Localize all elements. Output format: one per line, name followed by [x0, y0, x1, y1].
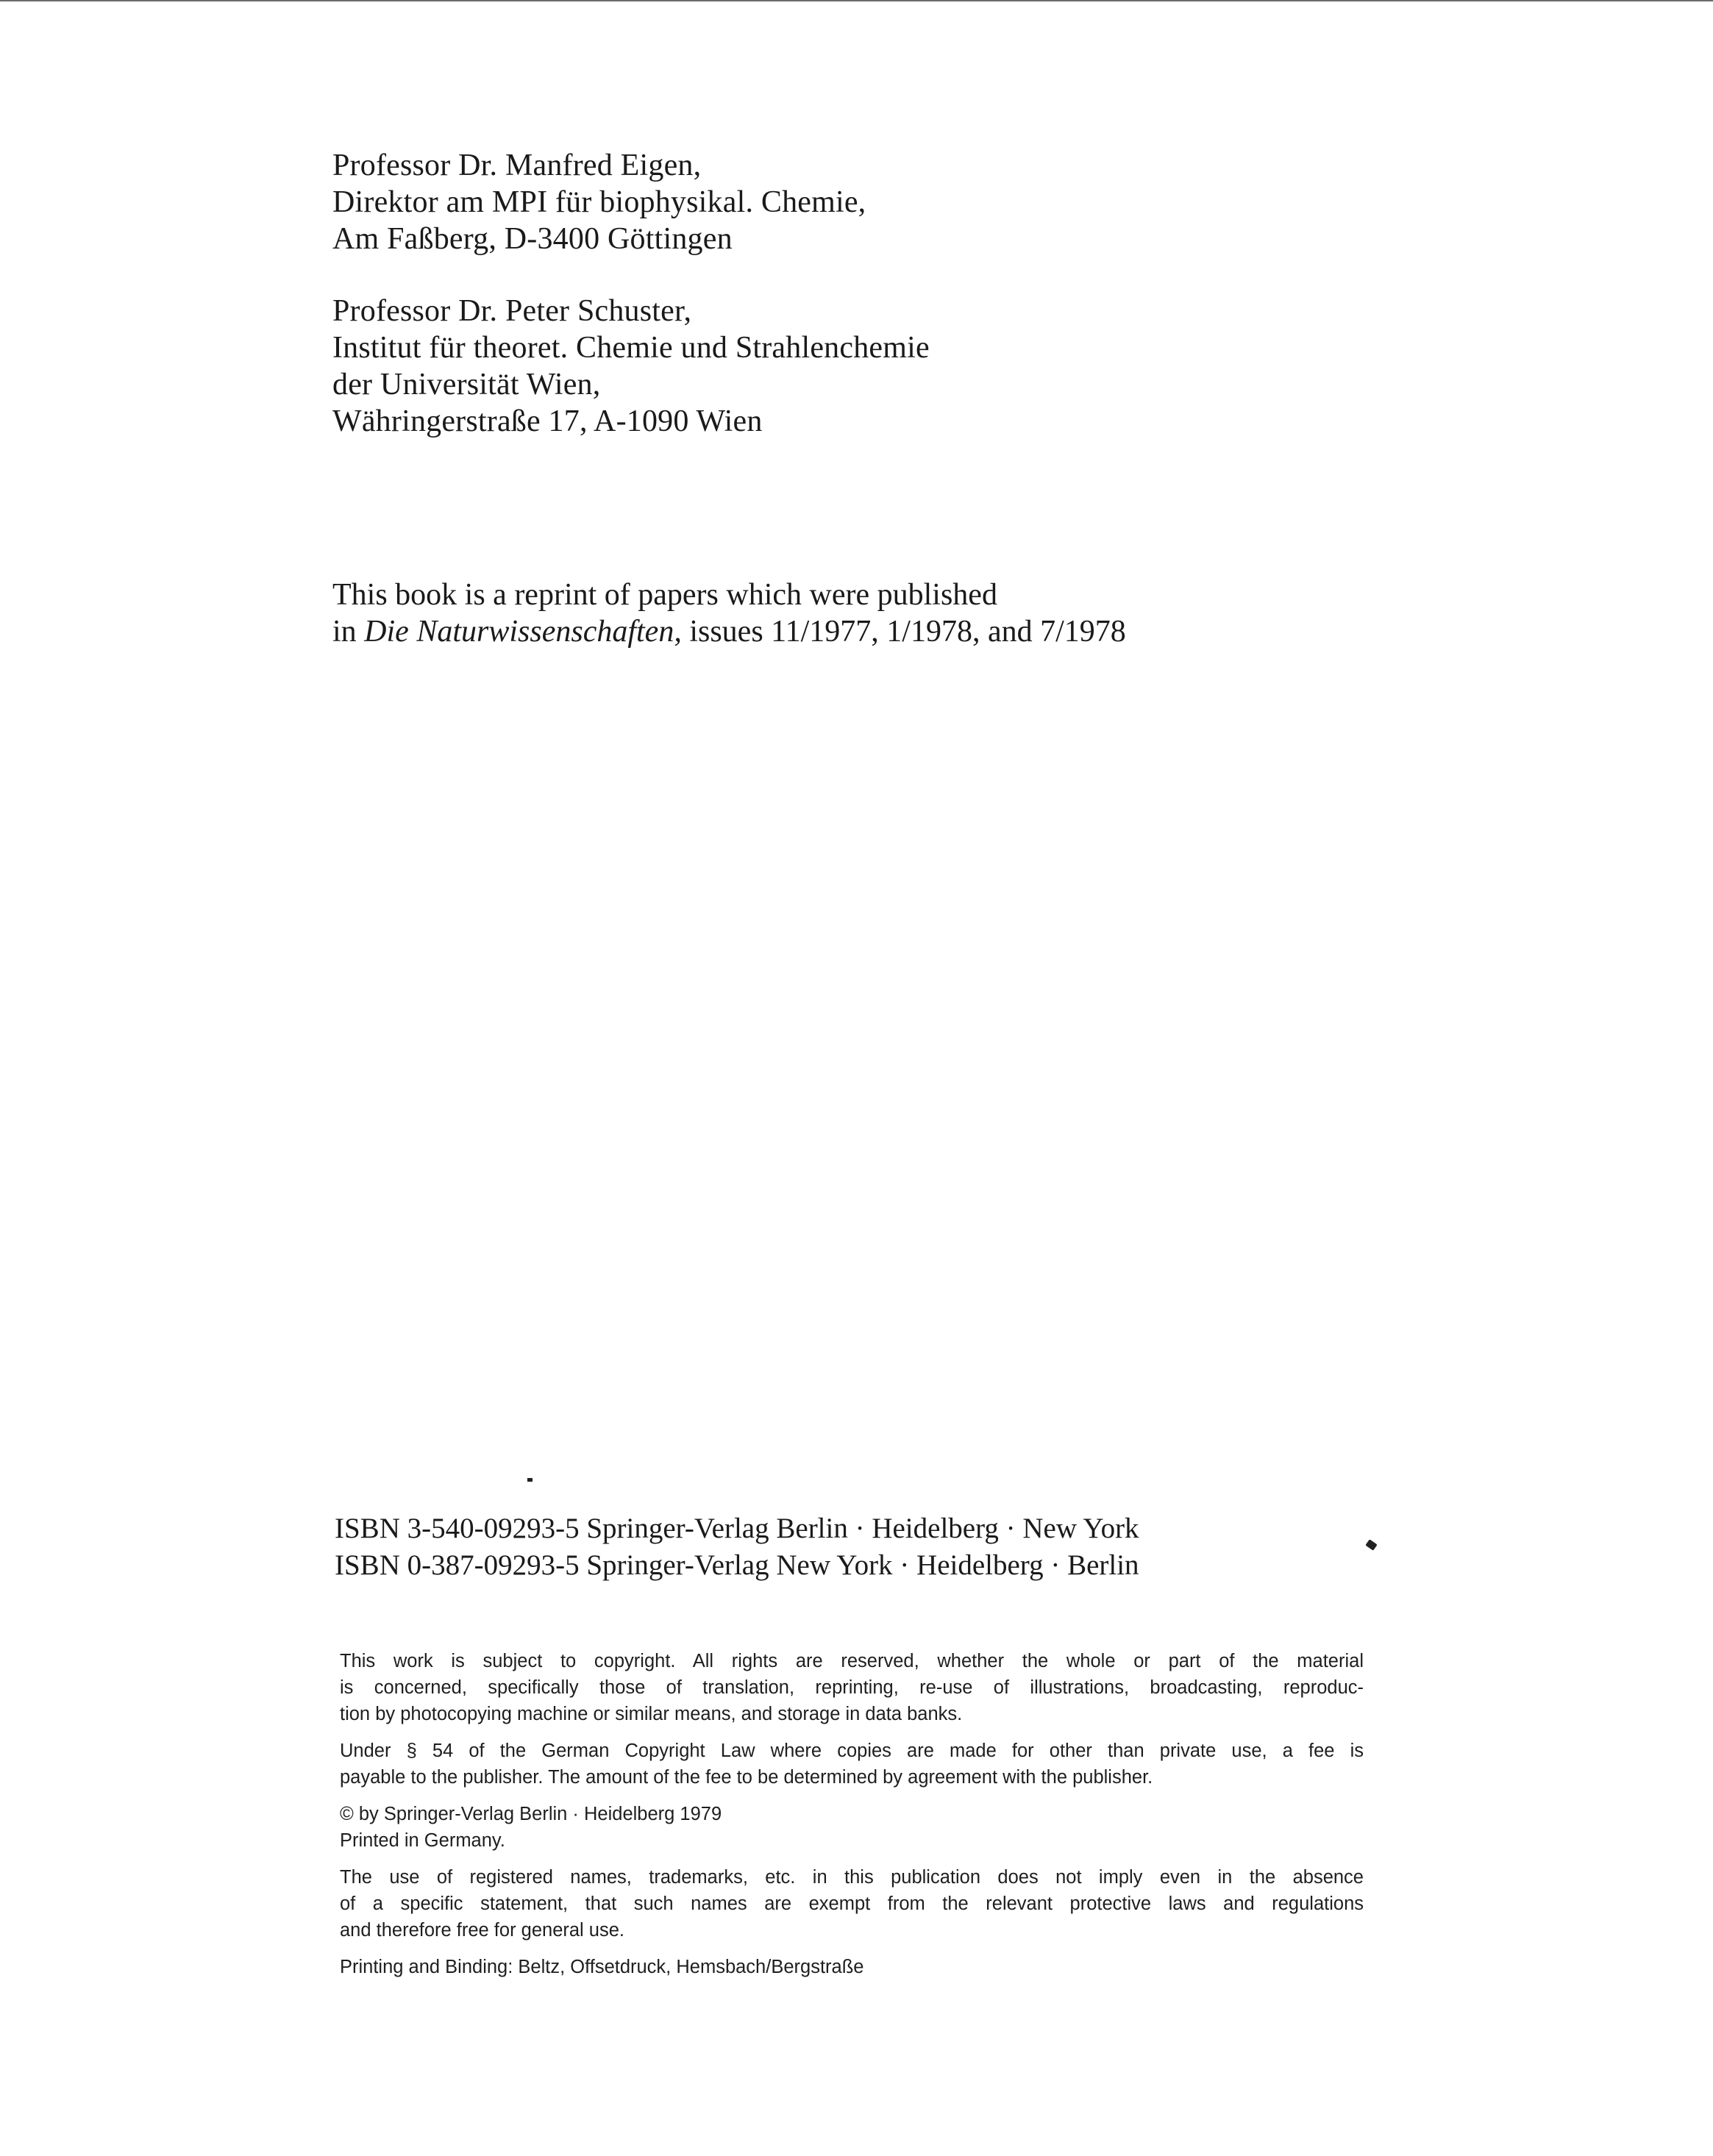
print-speck: [1365, 1539, 1377, 1551]
copyright-notice-line: is concerned, specifically those of translation, reprinting, re-use of illustrations, broadcasting, reproduc-: [340, 1677, 1364, 1698]
copyright-line: © by Springer-Verlag Berlin · Heidelberg 1979: [340, 1804, 722, 1824]
reprint-note-line-1: This book is a reprint of papers which were published: [332, 578, 997, 612]
printing-credit: [340, 1954, 1364, 1980]
copyright-notice-line: tion by photocopying machine or similar means, and storage in data banks.: [340, 1704, 963, 1724]
copyright-notice: [340, 1648, 1364, 1727]
author-address: Am Faßberg, D-3400 Göttingen: [332, 222, 733, 256]
reprint-note-issues: issues 11/1977, 1/1978, and 7/1978: [681, 615, 1126, 649]
trademark-notice: [340, 1864, 1364, 1943]
fee-notice-line: payable to the publisher. The amount of the fee to be determined by agreement with the publisher.: [340, 1767, 1153, 1788]
author-address-schuster: [332, 293, 930, 440]
reprint-note-line-2: [332, 613, 1126, 650]
isbn-line-new-york: ISBN 0-387-09293-5 Springer-Verlag New York · Heidelberg · Berlin: [335, 1549, 1139, 1581]
reprint-note-prefix: in: [332, 615, 365, 649]
copyright-imprint: [340, 1801, 1364, 1854]
author-affiliation: Direktor am MPI für biophysikal. Chemie,: [332, 185, 866, 219]
fee-notice: [340, 1738, 1364, 1791]
trademark-notice-line: of a specific statement, that such names are exempt from the relevant protective laws and regulations: [340, 1893, 1364, 1914]
fee-notice-line: Under § 54 of the German Copyright Law where copies are made for other than private use, a fee is: [340, 1741, 1364, 1761]
author-affiliation: Institut für theoret. Chemie und Strahlenchemie: [332, 331, 930, 365]
isbn-line-berlin: ISBN 3-540-09293-5 Springer-Verlag Berlin · Heidelberg · New York: [335, 1513, 1139, 1544]
author-name: Professor Dr. Manfred Eigen,: [332, 149, 702, 182]
legal-notices: [340, 1648, 1364, 1991]
author-address: Währingerstraße 17, A-1090 Wien: [332, 404, 763, 438]
copyright-notice-line: This work is subject to copyright. All rights are reserved, whether the whole or part of the material: [340, 1651, 1364, 1671]
author-university: der Universität Wien,: [332, 368, 601, 401]
author-address-eigen: [332, 147, 866, 257]
printing-line: Printing and Binding: Beltz, Offsetdruck, Hemsbach/Bergstraße: [340, 1957, 864, 1977]
trademark-notice-line: The use of registered names, trademarks, etc. in this publication does not imply even in the absence: [340, 1867, 1364, 1888]
journal-title: Die Naturwissenschaften,: [364, 615, 682, 649]
trademark-notice-line: and therefore free for general use.: [340, 1920, 624, 1941]
printed-in: Printed in Germany.: [340, 1830, 505, 1851]
reprint-note: [332, 577, 1126, 650]
print-speck: [527, 1478, 533, 1482]
page-top-border: [0, 0, 1713, 1]
isbn-block: [335, 1510, 1139, 1584]
author-name: Professor Dr. Peter Schuster,: [332, 294, 692, 328]
